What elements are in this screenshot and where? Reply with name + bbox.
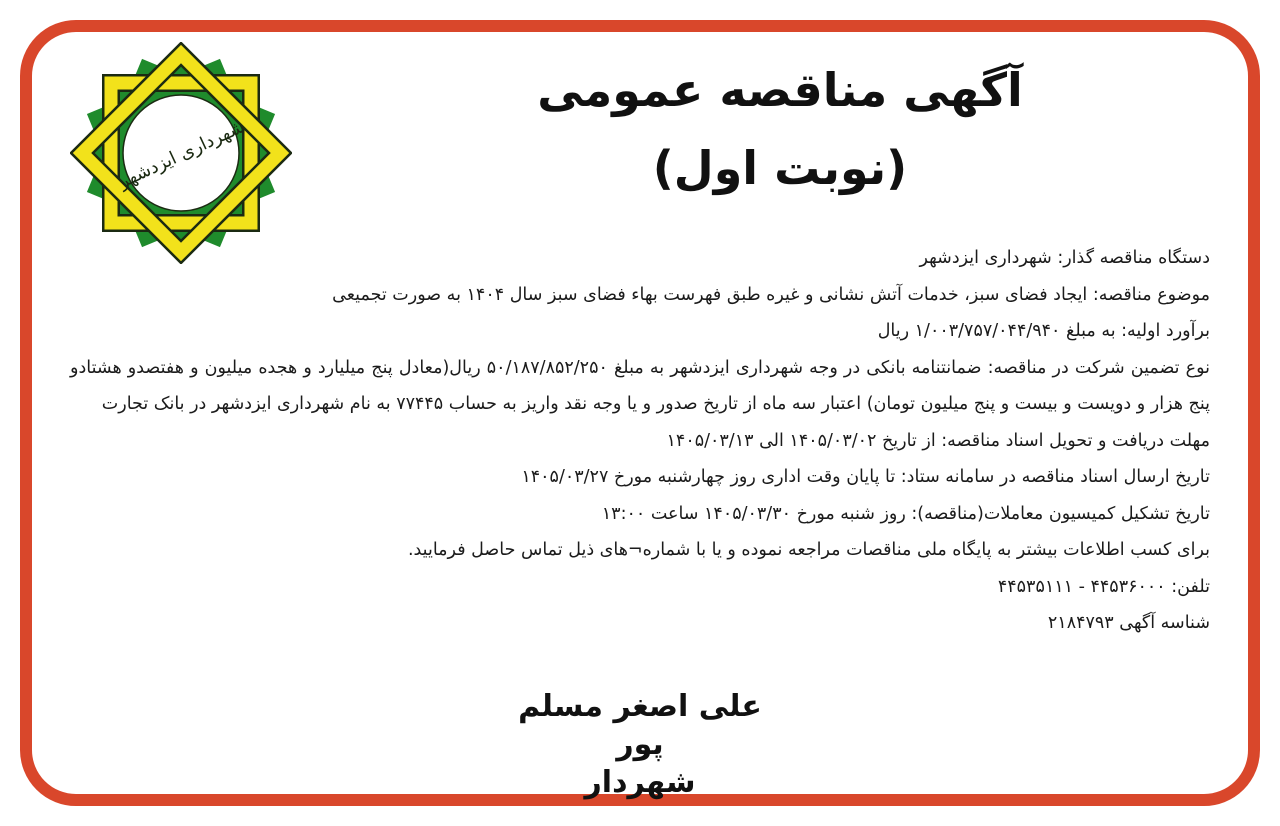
commission-line: تاریخ تشکیل کمیسیون معاملات(مناقصه): روز شنبه مورخ ۱۴۰۵/۰۳/۳۰ ساعت ۱۳:۰۰ — [601, 503, 1210, 524]
notice-title: آگهی مناقصه عمومی — [537, 63, 1023, 117]
notice-subtitle: (نوبت اول) — [652, 141, 908, 195]
deadline-send-line: تاریخ ارسال اسناد مناقصه در سامانه ستاد: تا پایان وقت اداری روز چهارشنبه مورخ ۱۴۰۵/۰۳/۲۷ — [521, 467, 1210, 487]
notice-body — [70, 240, 1210, 642]
logo-text: شهرداری ایزدشهر — [115, 116, 248, 193]
info-line: برای کسب اطلاعات بیشتر به پایگاه ملی مناقصات مراجعه نموده و یا با شماره¬های ذیل تماس حاصل فرمایید. — [407, 540, 1210, 560]
signatory-name: علی اصغر مسلم پور — [518, 689, 762, 762]
phone-line: تلفن: ۴۴۵۳۶۰۰۰ - ۴۴۵۳۵۱۱۱ — [997, 576, 1210, 597]
subject-line: موضوع مناقصه: ایجاد فضای سبز، خدمات آتش نشانی و غیره طبق فهرست بهاء فضای سبز سال ۱۴۰۴ به صورت تجمیعی — [332, 284, 1210, 305]
notice-header — [520, 56, 1040, 202]
deadline-receive-line: مهلت دریافت و تحویل اسناد مناقصه: از تاریخ ۱۴۰۵/۰۳/۰۲ الی ۱۴۰۵/۰۳/۱۳ — [666, 430, 1210, 451]
signatory-position: شهردار — [584, 765, 696, 800]
guarantee-paragraph: نوع تضمین شرکت در مناقصه: ضمانتنامه بانکی در وجه شهرداری ایزدشهر به مبلغ ۵۰/۱۸۷/۸۵۲/۲۵۰ ریال(معادل پنج میلیارد و هجده میلیون و هفتصدو هشتادو پنج هزار و دویست و بیست و پنج میلیون تومان) اعتبار سه ماه از تاریخ صدور و یا وجه نقد واریز به حساب ۷۷۴۴۵ به نام شهرداری ایزدشهر در بانک تجارت — [70, 357, 1210, 414]
authority-line: دستگاه مناقصه گذار: شهرداری ایزدشهر — [919, 248, 1210, 268]
estimate-line: برآورد اولیه: به مبلغ ۱/۰۰۳/۷۵۷/۰۴۴/۹۴۰ ریال — [877, 321, 1210, 341]
municipality-logo — [70, 42, 292, 264]
signature-block — [490, 688, 790, 802]
ad-id-line: شناسه آگهی ۲۱۸۴۷۹۳ — [1047, 613, 1210, 633]
